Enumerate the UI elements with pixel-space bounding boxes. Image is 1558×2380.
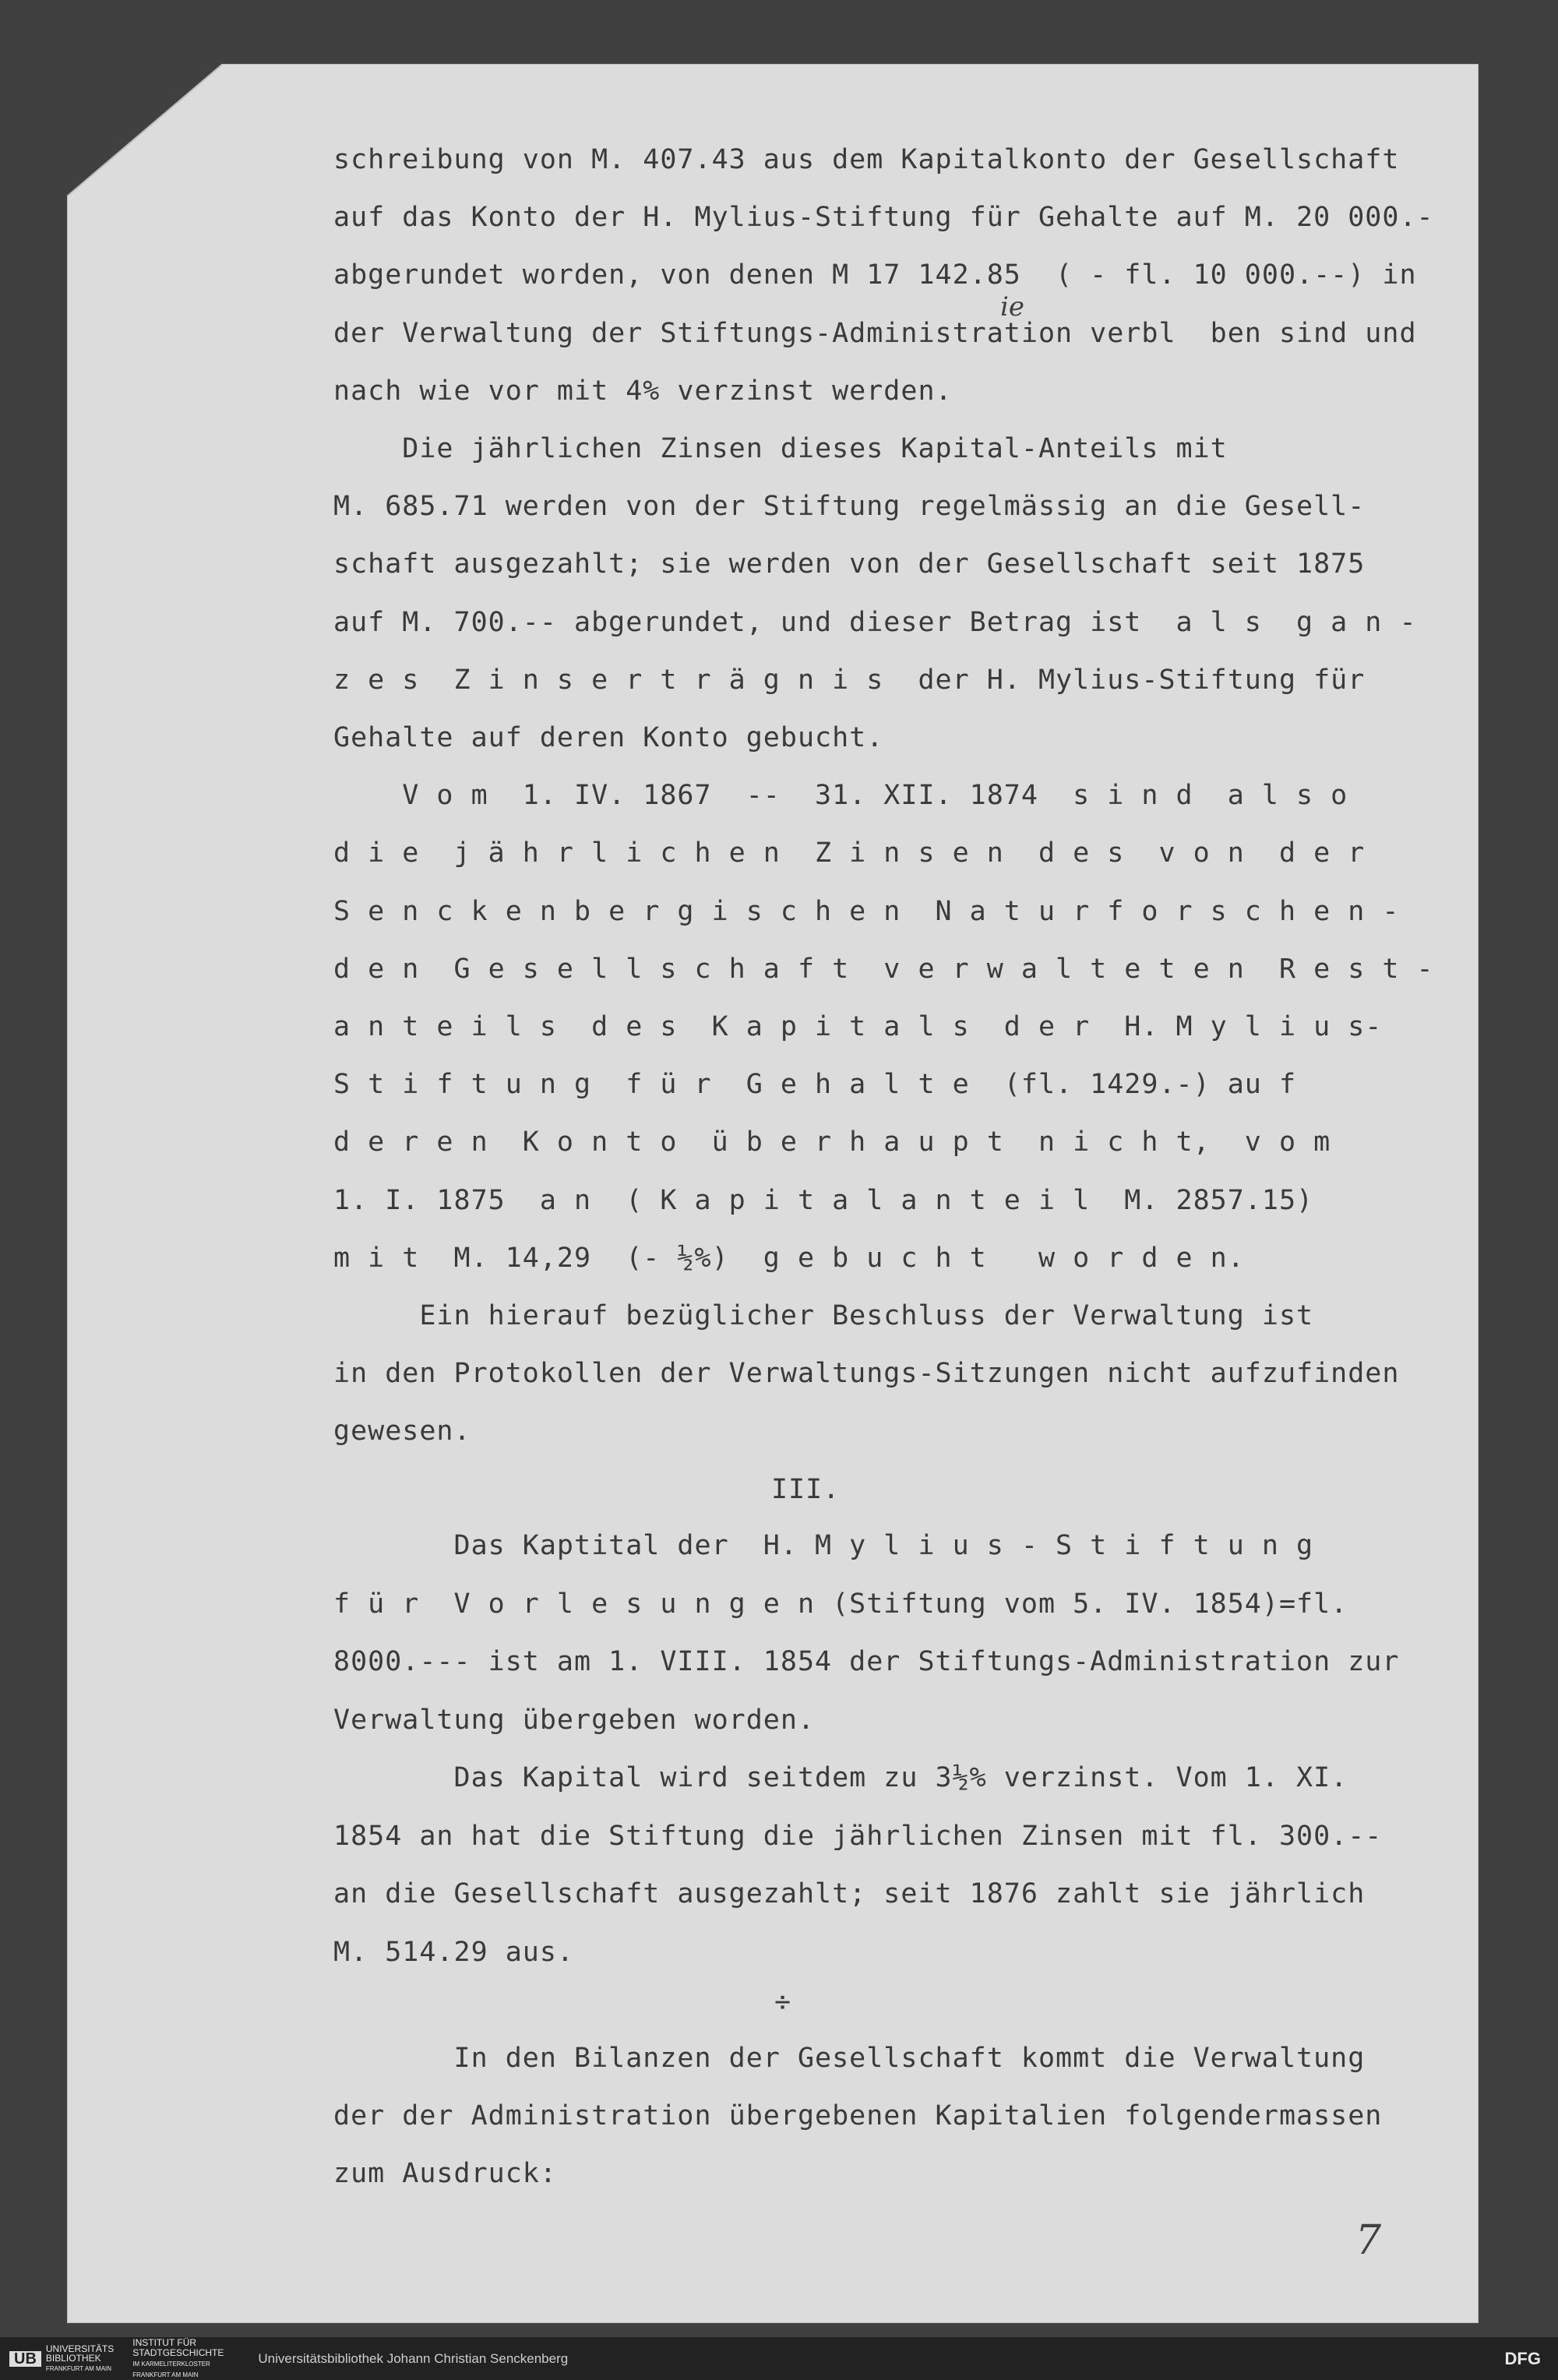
text-line: Gehalte auf deren Konto gebucht.	[333, 722, 884, 753]
text-line: an die Gesellschaft ausgezahlt; seit 1876 zahlt sie jährlich	[333, 1878, 1366, 1909]
text-line: f ü r V o r l e s u n g e n (Stiftung vom 5. IV. 1854)=fl.	[333, 1588, 1348, 1620]
institute-text-4: FRANKFURT AM MAIN	[132, 2371, 199, 2378]
ub-logo-text-2: BIBLIOTHEK	[45, 2352, 101, 2364]
text-line: Verwaltung übergeben worden.	[333, 1704, 816, 1736]
footer-bar	[0, 2337, 1558, 2380]
text-line: Das Kaptital der H. M y l i u s - S t i f t u n g	[333, 1530, 1314, 1561]
section-heading: III.	[771, 1474, 841, 1505]
text-line: d e r e n K o n t o ü b e r h a u p t n i c h t, v o m	[333, 1127, 1331, 1158]
library-name: Universitätsbibliothek Johann Christian Senckenberg	[258, 2350, 569, 2366]
text-line: In den Bilanzen der Gesellschaft kommt die Verwaltung	[333, 2043, 1366, 2074]
text-line: in den Protokollen der Verwaltungs-Sitzungen nicht aufzufinden	[333, 1358, 1400, 1390]
ub-logo[interactable]	[9, 2344, 114, 2374]
text-line: d e n G e s e l l s c h a f t v e r w a l t e t e n R e s t -	[333, 953, 1434, 985]
text-line: gewesen.	[333, 1416, 471, 1447]
text-line: M. 685.71 werden von der Stiftung regelmässig an die Gesell-	[333, 491, 1366, 523]
text-line: 8000.--- ist am 1. VIII. 1854 der Stiftungs-Administration zur	[333, 1646, 1400, 1677]
text-line: V o m 1. IV. 1867 -- 31. XII. 1874 s i n d a l s o	[333, 780, 1348, 812]
ub-logo-mark: UB	[9, 2351, 41, 2367]
ub-logo-text-3: FRANKFURT AM MAIN	[45, 2364, 112, 2372]
text-line: schaft ausgezahlt; sie werden von der Gesellschaft seit 1875	[333, 548, 1366, 580]
text-line: Das Kapital wird seitdem zu 3½% verzinst. Vom 1. XI.	[333, 1762, 1348, 1793]
text-line: d i e j ä h r l i c h e n Z i n s e n d e s v o n d e r	[333, 837, 1366, 869]
text-line: Ein hierauf bezüglicher Beschluss der Verwaltung ist	[333, 1300, 1314, 1331]
text-line: M. 514.29 aus.	[333, 1936, 575, 1968]
handwritten-correction: ie	[1000, 291, 1024, 323]
text-line: 1854 an hat die Stiftung die jährlichen Zinsen mit fl. 300.--	[333, 1820, 1383, 1852]
text-line: auf das Konto der H. Mylius-Stiftung für Gehalte auf M. 20 000.-	[333, 202, 1434, 234]
institute-logo[interactable]	[132, 2338, 224, 2380]
text-line: nach wie vor mit 4% verzinst werden.	[333, 375, 953, 407]
ub-logo-text-1: UNIVERSITÄTS	[45, 2343, 115, 2354]
institute-text-3: IM KARMELITERKLOSTER	[132, 2360, 210, 2368]
text-line: m i t M. 14,29 (- ½%) g e b u c h t w o r d e n.	[333, 1242, 1245, 1274]
text-line: S e n c k e n b e r g i s c h e n N a t u r f o r s c h e n -	[333, 895, 1400, 927]
text-line: der Verwaltung der Stiftungs-Administration verbl ben sind und	[333, 317, 1417, 349]
institute-text-2: STADTGESCHICHTE	[132, 2347, 224, 2358]
text-line: auf M. 700.-- abgerundet, und dieser Betrag ist a l s g a n -	[333, 606, 1417, 638]
institute-text-1: INSTITUT FÜR	[132, 2336, 197, 2348]
dfg-logo[interactable]: DFG	[1504, 2348, 1541, 2368]
text-line: a n t e i l s d e s K a p i t a l s d e r H. M y l i u s-	[333, 1011, 1383, 1042]
text-line: zum Ausdruck:	[333, 2158, 557, 2189]
text-line: abgerundet worden, von denen M 17 142.85 ( - fl. 10 000.--) in	[333, 259, 1417, 291]
page-number: 7	[1355, 2217, 1382, 2264]
text-line: S t i f t u n g f ü r G e h a l t e (fl. 1429.-) au f	[333, 1069, 1297, 1101]
text-line: schreibung von M. 407.43 aus dem Kapitalkonto der Gesellschaft	[333, 144, 1400, 175]
separator-mark: ÷	[774, 1987, 792, 2018]
text-line: Die jährlichen Zinsen dieses Kapital-Anteils mit	[333, 433, 1228, 464]
text-line: z e s Z i n s e r t r ä g n i s der H. Mylius-Stiftung für	[333, 664, 1366, 696]
text-line: 1. I. 1875 a n ( K a p i t a l a n t e i l M. 2857.15)	[333, 1184, 1314, 1216]
text-line: der der Administration übergebenen Kapitalien folgendermassen	[333, 2100, 1383, 2131]
